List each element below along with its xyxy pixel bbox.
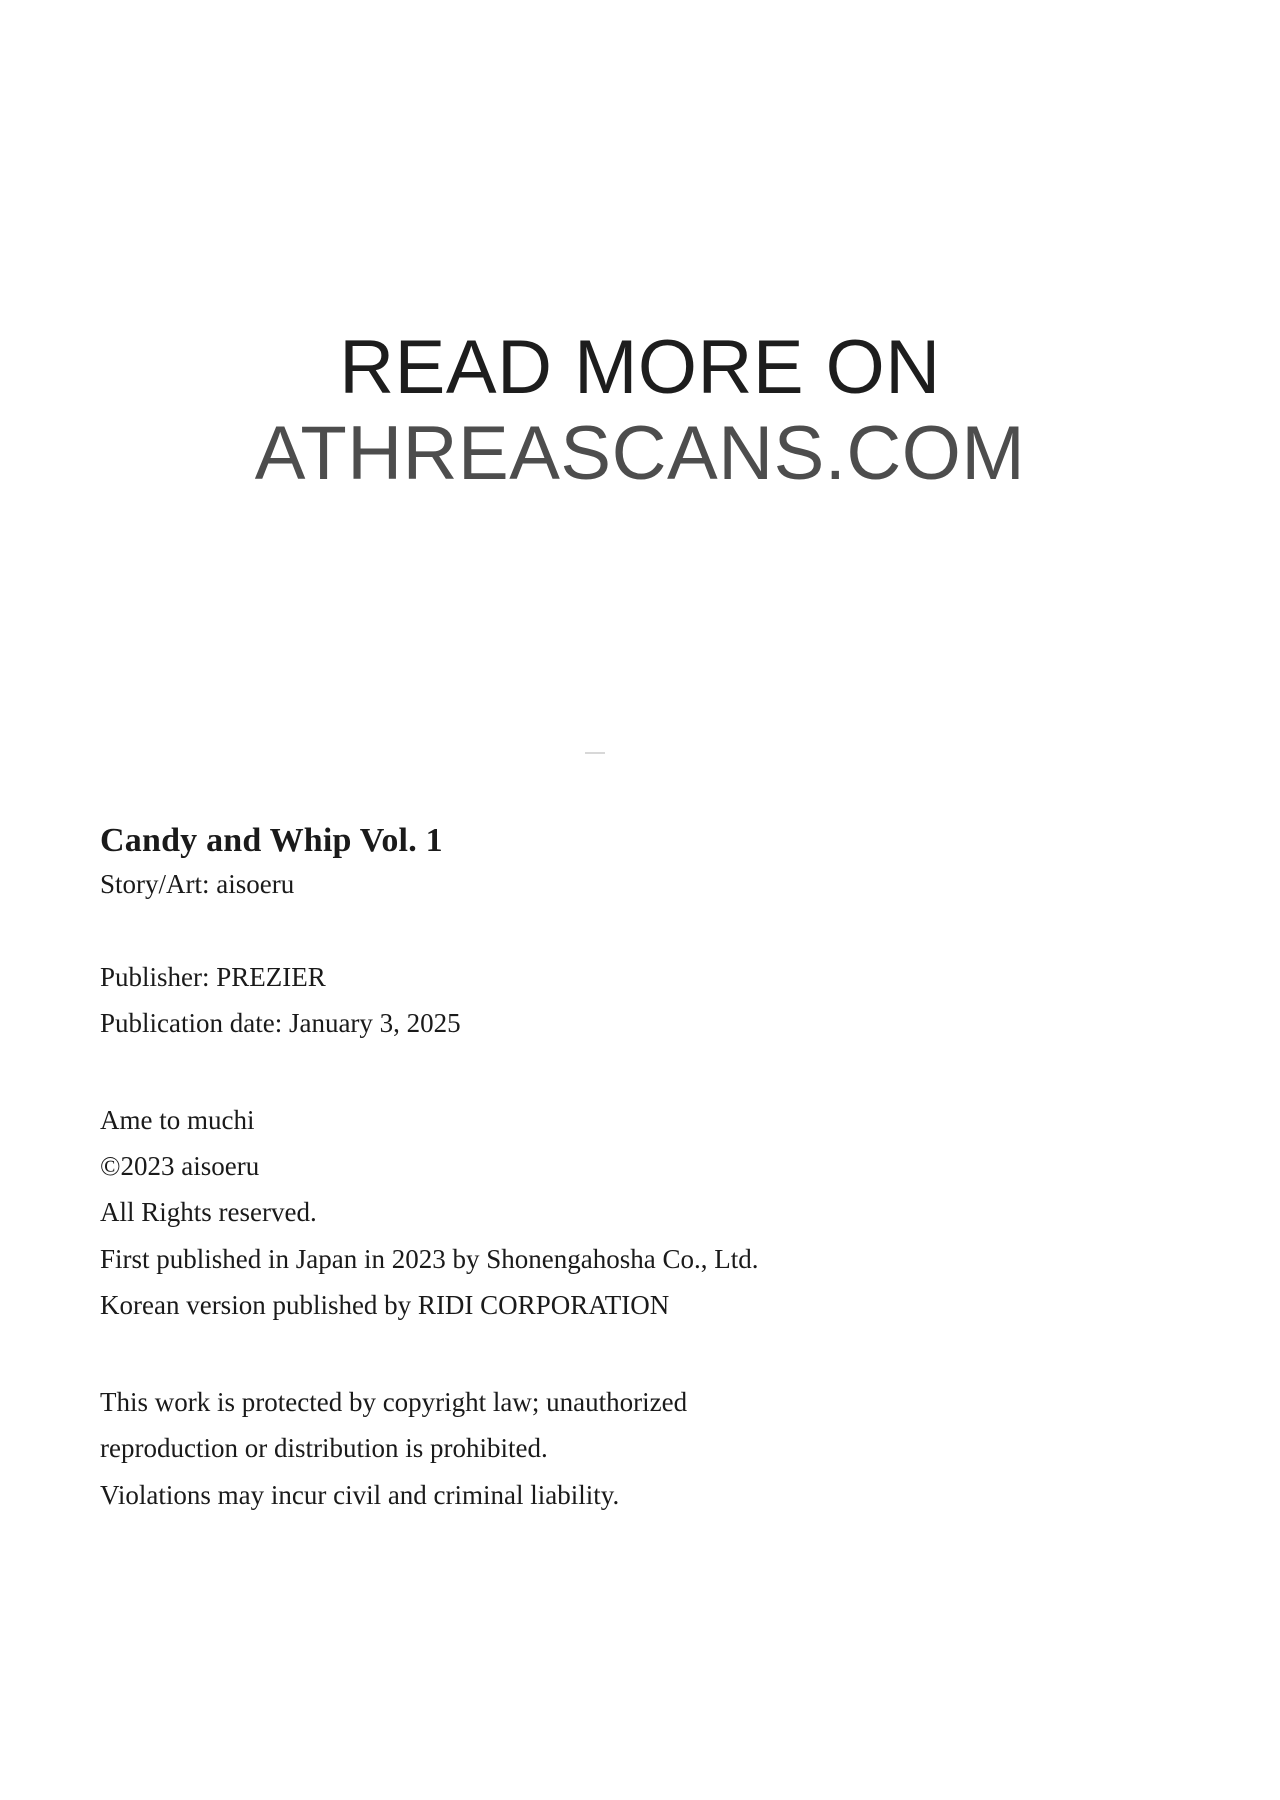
korean-version-line: Korean version published by RIDI CORPORATION (100, 1290, 670, 1321)
publisher-group (100, 954, 1120, 1047)
scan-artifact-mark (585, 752, 605, 754)
copyright-line: ©2023 aisoeru (100, 1151, 260, 1181)
original-title-line: Ame to muchi (100, 1104, 255, 1135)
rights-reserved-line: All Rights reserved. (100, 1197, 317, 1228)
publication-date-line: Publication date: January 3, 2025 (100, 1008, 461, 1039)
legal-notice-line-1: This work is protected by copyright law; unauthorized (100, 1386, 688, 1417)
legal-notice-line-3: Violations may incur civil and criminal liability. (100, 1479, 620, 1510)
site-watermark (0, 325, 1280, 501)
book-title: Candy and Whip Vol. 1 (100, 822, 443, 859)
legal-notice-line-2: reproduction or distribution is prohibited. (100, 1433, 548, 1464)
publisher-line: Publisher: PREZIER (100, 961, 326, 992)
first-published-line: First published in Japan in 2023 by Shonengahosha Co., Ltd. (100, 1243, 759, 1274)
watermark-line-read-more-on: READ MORE ON (339, 325, 941, 410)
book-byline: Story/Art: aisoeru (100, 868, 295, 899)
colophon-block (100, 818, 1120, 1518)
watermark-line-site-url: ATHREASCANS.COM (254, 411, 1026, 496)
legal-notice-group (100, 1379, 1120, 1518)
copyright-group (100, 1097, 1120, 1329)
